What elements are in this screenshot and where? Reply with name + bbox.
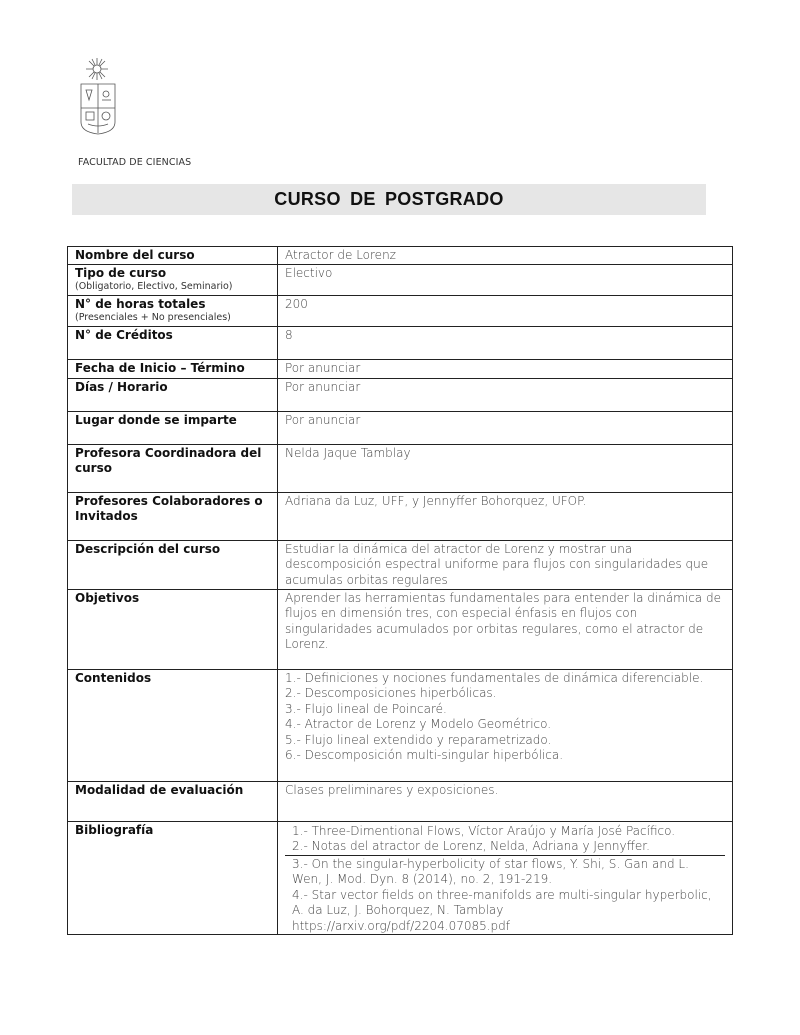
list-item: 6.- Descomposición multi-singular hiperbólica. (285, 748, 564, 762)
row-horas (68, 295, 733, 326)
row-objetivos (68, 589, 733, 669)
list-item: 4.- Atractor de Lorenz y Modelo Geométrico. (285, 717, 552, 731)
descripcion-value: Estudiar la dinámica del atractor de Lorenz y mostrar una descomposición espectral uniforme para flujos con singularidades que acumulas orbitas regulares (278, 540, 733, 589)
row-dias (68, 378, 733, 411)
list-item: 1.- Three-Dimentional Flows, Víctor Araújo y María José Pacífico. (292, 823, 676, 838)
row-modalidad (68, 781, 733, 821)
list-item: 3.- On the singular-hyperbolicity of star flows, Y. Shi, S. Gan and L. Wen, J. Mod. Dyn. 8 (2014), no. 2, 191-219. (292, 856, 689, 886)
contenidos-list (278, 669, 733, 781)
objetivos-value: Aprender las herramientas fundamentales para entender la dinámica de flujos en dimensión tres, con especial énfasis en flujos con singularidades acumulados por orbitas regulares, como el atractor de Lorenz. (278, 589, 733, 669)
coordinadora-label: Profesora Coordinadora del curso (75, 445, 262, 475)
bibliografia-label: Bibliografía (75, 822, 154, 837)
nombre-value: Atractor de Lorenz (278, 247, 733, 265)
label-cell (68, 821, 278, 935)
label-cell (68, 295, 278, 326)
colaboradores-value: Adriana da Luz, UFF, y Jennyffer Bohorquez, UFOP. (278, 492, 733, 540)
list-item: 2.- Descomposiciones hiperbólicas. (285, 686, 497, 700)
row-contenidos (68, 669, 733, 781)
page-title-band (72, 184, 706, 215)
descripcion-label: Descripción del curso (75, 541, 221, 556)
tipo-value: Electivo (278, 264, 733, 295)
fecha-label: Fecha de Inicio – Término (75, 360, 245, 375)
list-item: 1.- Definiciones y nociones fundamentales de dinámica diferenciable. (285, 670, 704, 685)
horas-label: N° de horas totales (75, 296, 206, 311)
reference-link[interactable]: https://arxiv.org/pdf/2204.07085.pdf (292, 918, 511, 933)
row-nombre (68, 247, 733, 265)
lugar-label: Lugar donde se imparte (75, 412, 237, 427)
fecha-value: Por anunciar (278, 359, 733, 378)
row-coordinadora (68, 444, 733, 492)
tipo-label: Tipo de curso (75, 265, 167, 280)
label-cell (68, 589, 278, 669)
label-cell (68, 326, 278, 359)
list-item: 2.- Notas del atractor de Lorenz, Nelda, Adriana y Jennyffer. (292, 839, 650, 853)
colaboradores-label: Profesores Colaboradores o Invitados (75, 493, 263, 523)
bibliografia-group-1 (285, 823, 725, 855)
horas-sublabel: (Presenciales + No presenciales) (75, 312, 231, 323)
page-title: CURSO DE POSTGRADO (274, 189, 504, 209)
bibliografia-group-2 (285, 855, 725, 935)
row-fecha (68, 359, 733, 378)
label-cell (68, 492, 278, 540)
faculty-name: FACULTAD DE CIENCIAS (78, 157, 192, 168)
coordinadora-value: Nelda Jaque Tamblay (278, 444, 733, 492)
objetivos-label: Objetivos (75, 590, 140, 605)
label-cell (68, 411, 278, 444)
row-lugar (68, 411, 733, 444)
horas-value: 200 (278, 295, 733, 326)
dias-value: Por anunciar (278, 378, 733, 411)
nombre-label: Nombre del curso (75, 248, 195, 262)
dias-label: Días / Horario (75, 379, 168, 394)
label-cell (68, 378, 278, 411)
list-item: 3.- Flujo lineal de Poincaré. (285, 701, 447, 716)
list-item: 5.- Flujo lineal extendido y reparametrizado. (285, 732, 552, 747)
label-cell (68, 247, 278, 265)
course-info-table (67, 246, 733, 935)
label-cell (68, 359, 278, 378)
modalidad-value: Clases preliminares y exposiciones. (278, 781, 733, 821)
row-bibliografia (68, 821, 733, 935)
bibliografia-list (278, 821, 733, 935)
modalidad-label: Modalidad de evaluación (75, 782, 244, 797)
row-descripcion (68, 540, 733, 589)
university-crest-logo (78, 56, 124, 136)
lugar-value: Por anunciar (278, 411, 733, 444)
label-cell (68, 781, 278, 821)
row-colaboradores (68, 492, 733, 540)
contenidos-label: Contenidos (75, 670, 152, 685)
row-creditos (68, 326, 733, 359)
creditos-value: 8 (278, 326, 733, 359)
label-cell (68, 264, 278, 295)
creditos-label: N° de Créditos (75, 327, 173, 342)
label-cell (68, 444, 278, 492)
label-cell (68, 669, 278, 781)
row-tipo (68, 264, 733, 295)
tipo-sublabel: (Obligatorio, Electivo, Seminario) (75, 281, 233, 292)
list-item: 4.- Star vector fields on three-manifolds are multi-singular hyperbolic, A. da Luz, J. Bohorquez, N. Tamblay (292, 887, 712, 917)
label-cell (68, 540, 278, 589)
